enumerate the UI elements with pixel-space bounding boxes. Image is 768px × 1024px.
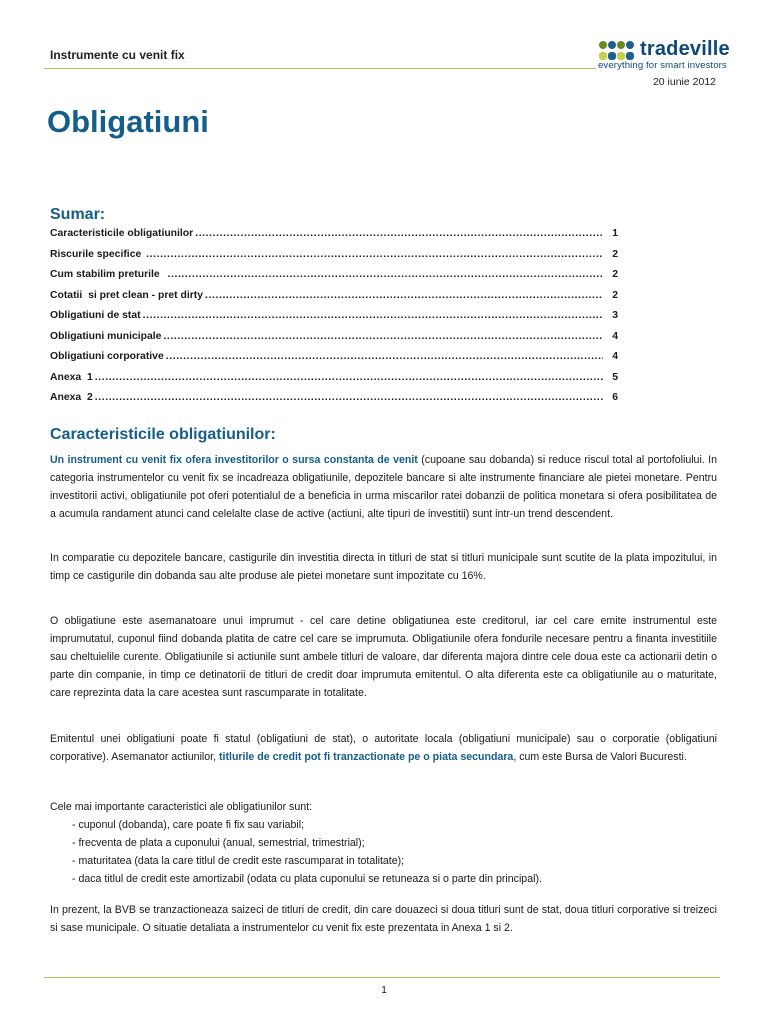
toc-label: Caracteristicile obligatiunilor: [50, 228, 194, 239]
paragraph-characteristics: [50, 798, 717, 888]
toc-leader: [163, 331, 603, 342]
table-of-contents: [50, 228, 618, 413]
logo-wordmark: tradeville: [640, 38, 730, 60]
characteristics-list: [50, 816, 717, 888]
toc-page: 2: [612, 248, 618, 260]
toc-leader: [166, 351, 603, 362]
section-heading: Caracteristicile obligatiunilor:: [50, 426, 276, 443]
paragraph-intro: [50, 451, 717, 523]
highlight-text: titlurile de credit pot fi tranzactionate pe o piata secundara: [219, 751, 514, 764]
paragraph-issuers: [50, 730, 717, 766]
page-title: Obligatiuni: [47, 104, 209, 139]
footer-divider: [44, 977, 720, 978]
toc-item[interactable]: [50, 228, 618, 249]
highlight-text: Un instrument cu venit fix ofera investitorilor o sursa constanta de venit: [50, 454, 418, 466]
list-item: - cuponul (dobanda), care poate fi fix sau variabil;: [72, 819, 305, 832]
header-category: Instrumente cu venit fix: [50, 48, 185, 62]
toc-page: 2: [612, 269, 618, 280]
toc-label: Anexa 2: [50, 392, 93, 403]
document-date: 20 iunie 2012: [652, 76, 716, 88]
logo-dots-icon: [598, 40, 636, 62]
list-item: - daca titlul de credit este amortizabil (odata cu plata cuponului se retuneaza si o parte din principal).: [72, 873, 542, 886]
page-number: 1: [381, 984, 387, 996]
toc-label: Riscurile specifice: [50, 248, 145, 260]
toc-label: Cotatii si pret clean - pret dirty: [50, 289, 204, 301]
toc-label: Cum stabilim preturile: [50, 269, 166, 280]
list-item: - maturitatea (data la care titlul de credit este rascumparat in totalitate);: [72, 855, 405, 868]
logo-tagline: everything for smart investors: [598, 60, 727, 71]
paragraph-text: Emitentul unei obligatiuni poate fi statul (obligatiuni de stat), o autoritate locala (obligatiuni municipale) sau o corporatie (obligatiuni corporative). Asemanator actiunilor,: [50, 733, 717, 764]
list-item: - frecventa de plata a cuponului (anual, semestrial, trimestrial);: [72, 837, 365, 850]
toc-page: 1: [612, 228, 618, 239]
toc-item[interactable]: [50, 331, 618, 352]
toc-leader: [95, 372, 603, 383]
tradeville-logo: [598, 38, 728, 74]
summary-heading: Sumar:: [50, 206, 106, 223]
header-divider: [44, 68, 596, 69]
toc-page: 6: [612, 392, 618, 403]
toc-item[interactable]: [50, 372, 618, 393]
toc-page: 4: [612, 351, 618, 362]
toc-leader: [95, 392, 603, 403]
toc-page: 3: [612, 310, 618, 321]
toc-leader: [143, 310, 603, 321]
toc-page: 4: [612, 330, 618, 342]
toc-leader: [205, 290, 603, 301]
toc-label: Obligatiuni de stat: [50, 310, 141, 321]
list-intro: Cele mai importante caracteristici ale obligatiunilor sunt:: [50, 801, 313, 813]
toc-item[interactable]: [50, 310, 618, 331]
toc-leader: [195, 228, 603, 239]
toc-label: Anexa 1: [50, 371, 93, 383]
toc-item[interactable]: [50, 249, 618, 270]
paragraph-text: (cupoane sau dobanda) si reduce riscul total al portofoliului. In categoria instrumentelor cu venit fix se incadreaza obligatiunile, depozitele bancare si alte instrumente financiare ale pietei monetare. Pentru investitorii activi, obligatiunile pot oferi potentialul de a beneficia in urma miscarilor ratei dobanzii de politica monetara si ofera posibilitatea de a acumula randament atunci cand celelalte clase de active (actiuni, alte tipuri de investitii) sunt intr-un trend descendent.: [50, 454, 718, 521]
toc-label: Obligatiuni corporative: [50, 351, 164, 362]
paragraph-definition: O obligatiune este asemanatoare unui imprumut - cel care detine obligatiunea este creditorul, iar cel care emite instrumentul este imprumutatul, cuponul fiind dobanda platita de catre cel care se imprumuta. Obligatiunile ofera fondurile necesare pentru a finanta investitiile sau cheltuielile curente. Obligatiunile si actiunile sunt ambele titluri de valoare, dar diferenta majora dintre cele doua este ca actionarii detin o parte din companie, in timp ce detinatorii de titluri de credit doar imprumuta emitentul. O alta diferenta este ca obligatiunile au o maturitate, care reprezinta data la care acestea sunt rascumparate in totalitate.: [50, 615, 717, 700]
toc-page: 2: [612, 289, 618, 301]
toc-item[interactable]: [50, 269, 618, 290]
paragraph-bvb: In prezent, la BVB se tranzactioneaza saizeci de titluri de credit, din care douazeci si doua titluri sunt de stat, doua titluri corporative si treizeci si sase municipale. O situatie detaliata a instrumentelor cu venit fix este prezentata in Anexa 1 si 2.: [50, 904, 717, 935]
paragraph-taxation: In comparatie cu depozitele bancare, castigurile din investitia directa in titluri de stat si titluri municipale sunt scutite de la plata impozitului, in timp ce castigurile din dobanda sau alte produse ale pietei monetare sunt impozitate cu 16%.: [50, 552, 717, 583]
toc-item[interactable]: [50, 290, 618, 311]
toc-leader: [167, 269, 603, 280]
toc-page: 5: [612, 371, 618, 383]
paragraph-text: , cum este Bursa de Valori Bucuresti.: [513, 751, 687, 764]
toc-item[interactable]: [50, 392, 618, 413]
toc-leader: [146, 249, 603, 260]
toc-item[interactable]: [50, 351, 618, 372]
toc-label: Obligatiuni municipale: [50, 330, 162, 342]
